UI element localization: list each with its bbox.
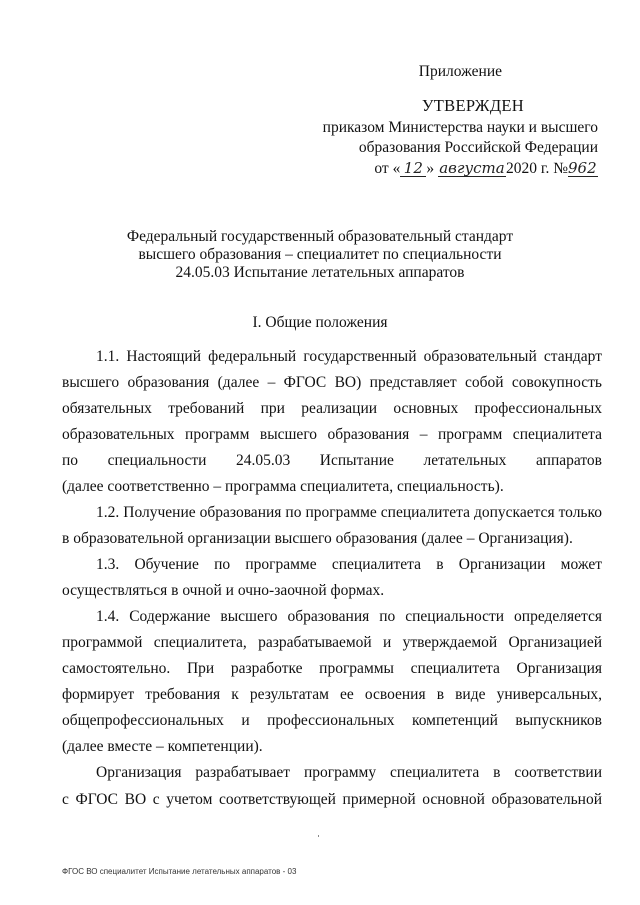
paragraph-line: по специальности 24.05.03 Испытание летательных аппаратов xyxy=(62,452,602,469)
paragraph-line: формирует требования к результатам ее освоения в виде универсальных, xyxy=(62,686,602,703)
paragraph-line: обязательных требований при реализации основных профессиональных xyxy=(62,400,602,417)
date-mid: » xyxy=(426,160,435,177)
title-line-2: высшего образования – специалитет по специальности xyxy=(138,246,502,263)
title-line-1: Федеральный государственный образовательный стандарт xyxy=(126,228,514,245)
page-footer: ФГОС ВО специалитет Испытание летательных аппаратов - 03 xyxy=(62,867,297,876)
paragraph-line: с ФГОС ВО с учетом соответствующей примерной основной образовательной xyxy=(62,791,602,808)
paragraph-line: 1.3. Обучение по программе специалитета в Организации может xyxy=(96,556,602,573)
order-line-2: образования Российской Федерации xyxy=(358,139,598,156)
approved-label: УТВЕРЖДЕН xyxy=(421,96,524,115)
paragraph-line: 1.4. Содержание высшего образования по специальности определяется xyxy=(96,608,602,625)
date-prefix: от « xyxy=(374,160,401,177)
paragraph-line: общепрофессиональных и профессиональных компетенций выпускников xyxy=(62,712,602,729)
paragraph-line: Организация разрабатывает программу специалитета в соответствии xyxy=(96,764,602,781)
paragraph-line: в образовательной организации высшего образования (далее – Организация). xyxy=(62,530,573,547)
paragraph-line: образовательных программ высшего образования – программ специалитета xyxy=(62,426,602,443)
paragraph-line: (далее соответственно – программа специалитета, специальность). xyxy=(62,478,504,495)
paragraph-line: 1.2. Получение образования по программе специалитета допускается только xyxy=(96,504,602,521)
paragraph-line: осуществляться в очной и очно-заочной формах. xyxy=(62,582,385,599)
paragraph-line: 1.1. Настоящий федеральный государственный образовательный стандарт xyxy=(96,348,602,365)
appendix-label: Приложение xyxy=(418,63,502,80)
order-line-1: приказом Министерства науки и высшего xyxy=(322,119,598,136)
paragraph-line: самостоятельно. При разработке программы специалитета Организация xyxy=(62,660,602,677)
paragraph-line: высшего образования (далее – ФГОС ВО) представляет собой совокупность xyxy=(62,374,602,391)
section-heading: I. Общие положения xyxy=(252,314,388,331)
paragraph-line: программой специалитета, разрабатываемой и утверждаемой Организацией xyxy=(62,634,602,651)
handwritten-month: августа xyxy=(439,159,505,177)
title-line-3: 24.05.03 Испытание летательных аппаратов xyxy=(175,264,465,281)
order-date-line xyxy=(374,159,598,178)
scan-speck xyxy=(318,835,319,837)
date-year: 2020 г. № xyxy=(505,160,568,177)
paragraph-line: (далее вместе – компетенции). xyxy=(62,738,263,755)
handwritten-order-number: 962 xyxy=(568,159,597,177)
handwritten-day: 12 xyxy=(400,161,426,177)
